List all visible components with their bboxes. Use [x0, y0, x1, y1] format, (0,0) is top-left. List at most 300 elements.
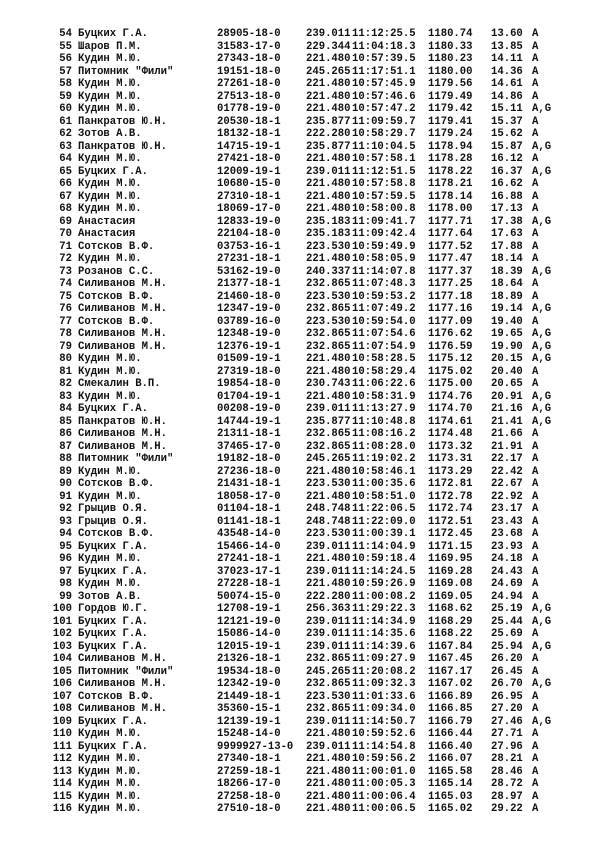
ring-number-cell: 27261-18-0	[217, 78, 281, 90]
arrival-time-cell: 11:06:22.6	[352, 378, 416, 390]
table-row	[0, 166, 600, 179]
fancier-name-cell: Буцких Г.А.	[78, 615, 148, 628]
distance-cell: 235.877	[306, 140, 351, 153]
fancier-name-cell: Кудин М.Ю.	[78, 103, 142, 115]
table-row	[0, 753, 600, 766]
speed-cell: 1165.02	[428, 803, 473, 815]
distance-cell: 221.480	[306, 78, 351, 90]
class-cell: A	[532, 378, 539, 390]
rank-cell: 103	[52, 640, 72, 653]
ring-number-cell: 27319-18-0	[217, 365, 281, 378]
distance-cell: 248.748	[306, 515, 351, 528]
class-cell: A	[532, 478, 539, 490]
distance-cell: 239.011	[306, 740, 351, 753]
ring-number-cell: 14715-19-1	[217, 140, 281, 153]
arrival-time-cell: 10:57:59.5	[352, 190, 416, 203]
percent-cell: 28.46	[491, 765, 523, 778]
ring-number-cell: 21460-18-0	[217, 290, 281, 303]
class-cell: A,G	[532, 390, 552, 403]
rank-cell: 84	[59, 403, 72, 415]
table-row	[0, 566, 600, 579]
ring-number-cell: 27231-18-1	[217, 253, 281, 265]
distance-cell: 221.480	[306, 553, 351, 565]
percent-cell: 25.69	[491, 628, 523, 640]
class-cell: A	[532, 790, 539, 803]
class-cell: A,G	[532, 640, 552, 653]
fancier-name-cell: Буцких Г.А.	[78, 565, 148, 578]
ring-number-cell: 27421-18-0	[217, 153, 281, 165]
speed-cell: 1166.40	[428, 740, 473, 753]
ring-number-cell: 01704-19-1	[217, 390, 281, 403]
table-row	[0, 291, 600, 304]
rank-cell: 83	[59, 390, 72, 403]
rank-cell: 116	[52, 803, 72, 815]
arrival-time-cell: 10:57:58.8	[352, 178, 416, 190]
percent-cell: 24.43	[491, 565, 523, 578]
fancier-name-cell: Сотсков В.Ф.	[78, 478, 155, 490]
fancier-name-cell: Питомник "Фили"	[78, 453, 174, 465]
distance-cell: 232.865	[306, 328, 351, 340]
rank-cell: 89	[59, 465, 72, 478]
arrival-time-cell: 11:07:54.6	[352, 328, 416, 340]
table-row	[0, 266, 600, 279]
percent-cell: 25.94	[491, 640, 523, 653]
table-row	[0, 378, 600, 391]
fancier-name-cell: Сотсков В.Ф.	[78, 240, 155, 253]
rank-cell: 64	[59, 153, 72, 165]
ring-number-cell: 15248-14-0	[217, 728, 281, 740]
percent-cell: 24.94	[491, 590, 523, 603]
fancier-name-cell: Зотов А.В.	[78, 590, 142, 603]
percent-cell: 16.62	[491, 178, 523, 190]
class-cell: A	[532, 765, 539, 778]
table-row	[0, 403, 600, 416]
class-cell: A,G	[532, 165, 552, 178]
arrival-time-cell: 11:22:06.5	[352, 503, 416, 515]
rank-cell: 74	[59, 278, 72, 290]
fancier-name-cell: Силиванов М.Н.	[78, 428, 168, 440]
percent-cell: 19.90	[491, 340, 523, 353]
distance-cell: 229.344	[306, 40, 351, 53]
arrival-time-cell: 11:09:59.7	[352, 115, 416, 128]
table-row	[0, 191, 600, 204]
speed-cell: 1172.81	[428, 478, 473, 490]
arrival-time-cell: 11:10:04.5	[352, 140, 416, 153]
distance-cell: 256.363	[306, 603, 351, 615]
ring-number-cell: 9999927-13-0	[217, 740, 294, 753]
fancier-name-cell: Кудин М.Ю.	[78, 753, 142, 765]
distance-cell: 223.530	[306, 315, 351, 328]
speed-cell: 1180.23	[428, 53, 473, 65]
rank-cell: 107	[52, 690, 72, 703]
table-row	[0, 128, 600, 141]
percent-cell: 25.19	[491, 603, 523, 615]
fancier-name-cell: Кудин М.Ю.	[78, 153, 142, 165]
distance-cell: 239.011	[306, 615, 351, 628]
speed-cell: 1175.12	[428, 353, 473, 365]
rank-cell: 71	[59, 240, 72, 253]
percent-cell: 20.15	[491, 353, 523, 365]
arrival-time-cell: 10:58:00.8	[352, 203, 416, 215]
speed-cell: 1177.18	[428, 290, 473, 303]
arrival-time-cell: 11:07:49.2	[352, 303, 416, 315]
arrival-time-cell: 11:14:50.7	[352, 715, 416, 728]
fancier-name-cell: Панкратов Ю.Н.	[78, 415, 168, 428]
arrival-time-cell: 11:14:54.8	[352, 740, 416, 753]
percent-cell: 20.40	[491, 365, 523, 378]
fancier-name-cell: Силиванов М.Н.	[78, 440, 168, 453]
fancier-name-cell: Кудин М.Ю.	[78, 790, 142, 803]
percent-cell: 22.92	[491, 490, 523, 503]
ring-number-cell: 15086-14-0	[217, 628, 281, 640]
ring-number-cell: 31583-17-0	[217, 40, 281, 53]
class-cell: A	[532, 653, 539, 665]
table-row	[0, 591, 600, 604]
table-row	[0, 116, 600, 129]
distance-cell: 232.865	[306, 278, 351, 290]
percent-cell: 14.61	[491, 78, 523, 90]
class-cell: A	[532, 290, 539, 303]
fancier-name-cell: Кудин М.Ю.	[78, 353, 142, 365]
rank-cell: 55	[59, 40, 72, 53]
speed-cell: 1169.08	[428, 578, 473, 590]
class-cell: A	[532, 703, 539, 715]
rank-cell: 73	[59, 265, 72, 278]
rank-cell: 76	[59, 303, 72, 315]
fancier-name-cell: Кудин М.Ю.	[78, 253, 142, 265]
arrival-time-cell: 11:07:48.3	[352, 278, 416, 290]
class-cell: A	[532, 253, 539, 265]
arrival-time-cell: 10:58:46.1	[352, 465, 416, 478]
speed-cell: 1174.70	[428, 403, 473, 415]
rank-cell: 60	[59, 103, 72, 115]
percent-cell: 24.69	[491, 578, 523, 590]
class-cell: A	[532, 740, 539, 753]
speed-cell: 1177.71	[428, 215, 473, 228]
percent-cell: 28.97	[491, 790, 523, 803]
arrival-time-cell: 11:04:18.3	[352, 40, 416, 53]
ring-number-cell: 18058-17-0	[217, 490, 281, 503]
ring-number-cell: 10680-15-0	[217, 178, 281, 190]
ring-number-cell: 27228-18-1	[217, 578, 281, 590]
distance-cell: 221.480	[306, 353, 351, 365]
arrival-time-cell: 10:59:56.2	[352, 753, 416, 765]
percent-cell: 21.91	[491, 440, 523, 453]
ring-number-cell: 27236-18-0	[217, 465, 281, 478]
class-cell: A	[532, 240, 539, 253]
distance-cell: 245.265	[306, 453, 351, 465]
percent-cell: 17.63	[491, 228, 523, 240]
arrival-time-cell: 10:59:53.2	[352, 290, 416, 303]
table-row	[0, 303, 600, 316]
arrival-time-cell: 11:14:35.6	[352, 628, 416, 640]
fancier-name-cell: Панкратов Ю.Н.	[78, 115, 168, 128]
percent-cell: 19.65	[491, 328, 523, 340]
arrival-time-cell: 11:14:39.6	[352, 640, 416, 653]
class-cell: A	[532, 753, 539, 765]
class-cell: A,G	[532, 215, 552, 228]
percent-cell: 27.20	[491, 703, 523, 715]
distance-cell: 232.865	[306, 303, 351, 315]
rank-cell: 77	[59, 315, 72, 328]
fancier-name-cell: Кудин М.Ю.	[78, 390, 142, 403]
arrival-time-cell: 11:13:27.9	[352, 403, 416, 415]
fancier-name-cell: Анастасия	[78, 215, 136, 228]
table-row	[0, 341, 600, 354]
percent-cell: 18.89	[491, 290, 523, 303]
rank-cell: 59	[59, 90, 72, 103]
ring-number-cell: 22104-18-0	[217, 228, 281, 240]
fancier-name-cell: Буцких Г.А.	[78, 28, 148, 40]
distance-cell: 235.183	[306, 228, 351, 240]
percent-cell: 19.40	[491, 315, 523, 328]
percent-cell: 14.86	[491, 90, 523, 103]
percent-cell: 17.88	[491, 240, 523, 253]
class-cell: A,G	[532, 715, 552, 728]
speed-cell: 1180.00	[428, 65, 473, 78]
arrival-time-cell: 10:59:18.4	[352, 553, 416, 565]
table-row	[0, 766, 600, 779]
class-cell: A,G	[532, 265, 552, 278]
ring-number-cell: 12833-19-0	[217, 215, 281, 228]
speed-cell: 1177.64	[428, 228, 473, 240]
speed-cell: 1166.89	[428, 690, 473, 703]
fancier-name-cell: Буцких Г.А.	[78, 740, 148, 753]
speed-cell: 1168.22	[428, 628, 473, 640]
table-row	[0, 41, 600, 54]
rank-cell: 63	[59, 140, 72, 153]
distance-cell: 221.480	[306, 153, 351, 165]
percent-cell: 26.20	[491, 653, 523, 665]
table-row	[0, 741, 600, 754]
class-cell: A	[532, 90, 539, 103]
table-row	[0, 328, 600, 341]
ring-number-cell: 15466-14-0	[217, 540, 281, 553]
distance-cell: 221.480	[306, 728, 351, 740]
class-cell: A	[532, 528, 539, 540]
speed-cell: 1167.84	[428, 640, 473, 653]
speed-cell: 1178.00	[428, 203, 473, 215]
ring-number-cell: 27343-18-0	[217, 53, 281, 65]
arrival-time-cell: 10:58:28.5	[352, 353, 416, 365]
table-row	[0, 691, 600, 704]
fancier-name-cell: Кудин М.Ю.	[78, 553, 142, 565]
percent-cell: 14.11	[491, 53, 523, 65]
percent-cell: 17.13	[491, 203, 523, 215]
class-cell: A	[532, 590, 539, 603]
percent-cell: 29.22	[491, 803, 523, 815]
distance-cell: 221.480	[306, 753, 351, 765]
rank-cell: 72	[59, 253, 72, 265]
table-row	[0, 391, 600, 404]
ring-number-cell: 12121-19-0	[217, 615, 281, 628]
fancier-name-cell: Сотсков В.Ф.	[78, 290, 155, 303]
fancier-name-cell: Сотсков В.Ф.	[78, 315, 155, 328]
percent-cell: 15.11	[491, 103, 523, 115]
table-row	[0, 141, 600, 154]
fancier-name-cell: Кудин М.Ю.	[78, 90, 142, 103]
table-row	[0, 216, 600, 229]
speed-cell: 1175.00	[428, 378, 473, 390]
rank-cell: 101	[52, 615, 72, 628]
class-cell: A	[532, 540, 539, 553]
rank-cell: 87	[59, 440, 72, 453]
fancier-name-cell: Кудин М.Ю.	[78, 765, 142, 778]
table-row	[0, 666, 600, 679]
rank-cell: 65	[59, 165, 72, 178]
rank-cell: 61	[59, 115, 72, 128]
table-row	[0, 503, 600, 516]
class-cell: A	[532, 40, 539, 53]
distance-cell: 239.011	[306, 715, 351, 728]
class-cell: A,G	[532, 303, 552, 315]
fancier-name-cell: Кудин М.Ю.	[78, 728, 142, 740]
percent-cell: 21.41	[491, 415, 523, 428]
arrival-time-cell: 10:58:51.0	[352, 490, 416, 503]
table-row	[0, 78, 600, 91]
class-cell: A,G	[532, 403, 552, 415]
arrival-time-cell: 10:59:49.9	[352, 240, 416, 253]
distance-cell: 221.480	[306, 765, 351, 778]
arrival-time-cell: 11:14:04.9	[352, 540, 416, 553]
arrival-time-cell: 11:14:07.8	[352, 265, 416, 278]
distance-cell: 239.011	[306, 640, 351, 653]
fancier-name-cell: Кудин М.Ю.	[78, 365, 142, 378]
class-cell: A,G	[532, 140, 552, 153]
distance-cell: 222.280	[306, 590, 351, 603]
rank-cell: 57	[59, 65, 72, 78]
fancier-name-cell: Грыцив О.Я.	[78, 515, 148, 528]
arrival-time-cell: 11:22:09.0	[352, 515, 416, 528]
distance-cell: 239.011	[306, 628, 351, 640]
rank-cell: 56	[59, 53, 72, 65]
arrival-time-cell: 11:14:34.9	[352, 615, 416, 628]
table-row	[0, 528, 600, 541]
arrival-time-cell: 11:09:27.9	[352, 653, 416, 665]
distance-cell: 230.743	[306, 378, 351, 390]
distance-cell: 221.480	[306, 803, 351, 815]
distance-cell: 221.480	[306, 790, 351, 803]
table-row	[0, 716, 600, 729]
fancier-name-cell: Кудин М.Ю.	[78, 53, 142, 65]
table-row	[0, 353, 600, 366]
rank-cell: 75	[59, 290, 72, 303]
speed-cell: 1168.29	[428, 615, 473, 628]
percent-cell: 15.87	[491, 140, 523, 153]
arrival-time-cell: 10:57:58.1	[352, 153, 416, 165]
table-row	[0, 553, 600, 566]
class-cell: A	[532, 65, 539, 78]
percent-cell: 23.93	[491, 540, 523, 553]
speed-cell: 1165.03	[428, 790, 473, 803]
speed-cell: 1166.85	[428, 703, 473, 715]
speed-cell: 1174.76	[428, 390, 473, 403]
rank-cell: 81	[59, 365, 72, 378]
arrival-time-cell: 11:12:51.5	[352, 165, 416, 178]
speed-cell: 1169.05	[428, 590, 473, 603]
table-row	[0, 53, 600, 66]
speed-cell: 1167.17	[428, 665, 473, 678]
percent-cell: 14.36	[491, 65, 523, 78]
table-row	[0, 653, 600, 666]
percent-cell: 16.88	[491, 190, 523, 203]
ring-number-cell: 00208-19-0	[217, 403, 281, 415]
distance-cell: 221.480	[306, 465, 351, 478]
distance-cell: 221.480	[306, 365, 351, 378]
table-row	[0, 91, 600, 104]
arrival-time-cell: 11:07:54.9	[352, 340, 416, 353]
ring-number-cell: 12347-19-0	[217, 303, 281, 315]
rank-cell: 99	[59, 590, 72, 603]
distance-cell: 223.530	[306, 240, 351, 253]
fancier-name-cell: Питомник "Фили"	[78, 665, 174, 678]
speed-cell: 1177.52	[428, 240, 473, 253]
arrival-time-cell: 11:09:32.3	[352, 678, 416, 690]
distance-cell: 221.480	[306, 103, 351, 115]
arrival-time-cell: 10:59:54.0	[352, 315, 416, 328]
speed-cell: 1172.51	[428, 515, 473, 528]
arrival-time-cell: 10:57:46.6	[352, 90, 416, 103]
speed-cell: 1173.31	[428, 453, 473, 465]
rank-cell: 66	[59, 178, 72, 190]
speed-cell: 1169.28	[428, 565, 473, 578]
speed-cell: 1178.94	[428, 140, 473, 153]
percent-cell: 22.42	[491, 465, 523, 478]
table-row	[0, 541, 600, 554]
rank-cell: 100	[52, 603, 72, 615]
table-row	[0, 678, 600, 691]
speed-cell: 1179.42	[428, 103, 473, 115]
speed-cell: 1171.15	[428, 540, 473, 553]
speed-cell: 1165.14	[428, 778, 473, 790]
table-row	[0, 641, 600, 654]
class-cell: A	[532, 690, 539, 703]
distance-cell: 221.480	[306, 578, 351, 590]
table-row	[0, 66, 600, 79]
speed-cell: 1166.44	[428, 728, 473, 740]
fancier-name-cell: Кудин М.Ю.	[78, 465, 142, 478]
speed-cell: 1177.09	[428, 315, 473, 328]
arrival-time-cell: 11:29:22.3	[352, 603, 416, 615]
percent-cell: 23.43	[491, 515, 523, 528]
class-cell: A	[532, 278, 539, 290]
table-row	[0, 316, 600, 329]
speed-cell: 1167.45	[428, 653, 473, 665]
percent-cell: 15.37	[491, 115, 523, 128]
percent-cell: 27.46	[491, 715, 523, 728]
arrival-time-cell: 11:00:06.4	[352, 790, 416, 803]
speed-cell: 1167.02	[428, 678, 473, 690]
fancier-name-cell: Буцких Г.А.	[78, 165, 148, 178]
class-cell: A	[532, 190, 539, 203]
fancier-name-cell: Смекалин В.П.	[78, 378, 161, 390]
rank-cell: 109	[52, 715, 72, 728]
percent-cell: 26.95	[491, 690, 523, 703]
arrival-time-cell: 11:00:06.5	[352, 803, 416, 815]
percent-cell: 23.17	[491, 503, 523, 515]
rank-cell: 110	[52, 728, 72, 740]
rank-cell: 104	[52, 653, 72, 665]
speed-cell: 1173.29	[428, 465, 473, 478]
class-cell: A	[532, 28, 539, 40]
class-cell: A	[532, 578, 539, 590]
rank-cell: 58	[59, 78, 72, 90]
ring-number-cell: 50074-15-0	[217, 590, 281, 603]
fancier-name-cell: Зотов А.В.	[78, 128, 142, 140]
distance-cell: 239.011	[306, 28, 351, 40]
ring-number-cell: 27258-18-0	[217, 790, 281, 803]
fancier-name-cell: Буцких Г.А.	[78, 628, 148, 640]
